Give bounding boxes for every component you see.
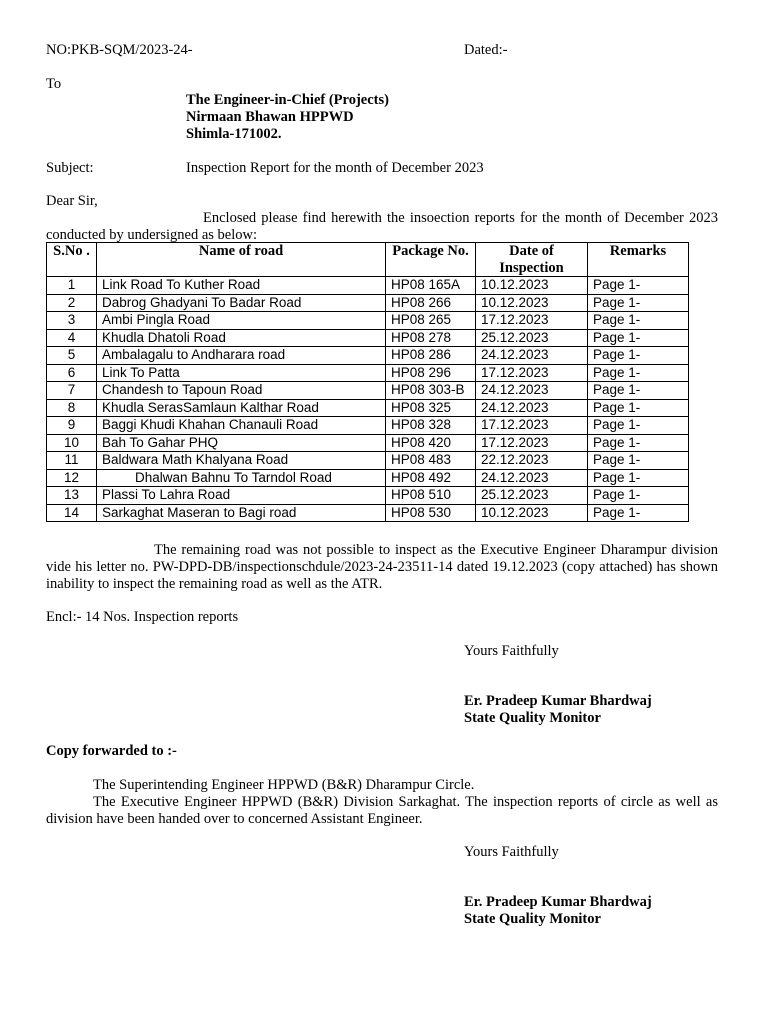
header-sno: S.No . [47, 243, 97, 277]
copy-recipient-1: The Superintending Engineer HPPWD (B&R) Dharampur Circle. [93, 777, 475, 793]
cell-package: HP08 278 [386, 329, 476, 347]
header-date-of-inspection: Date of Inspection [476, 243, 588, 277]
cell-sno: 11 [47, 452, 97, 470]
cell-sno: 7 [47, 382, 97, 400]
table-row [47, 277, 689, 295]
cell-remarks: Page 1- [588, 329, 689, 347]
table-row [47, 434, 689, 452]
cell-road-name: Dabrog Ghadyani To Badar Road [97, 294, 386, 312]
closing-salutation: Yours Faithfully [464, 643, 559, 659]
cell-sno: 1 [47, 277, 97, 295]
table-row [47, 399, 689, 417]
cell-package: HP08 530 [386, 504, 476, 522]
cell-remarks: Page 1- [588, 469, 689, 487]
reference-number: NO:PKB-SQM/2023-24- [46, 42, 193, 58]
salutation: Dear Sir, [46, 193, 98, 209]
cell-remarks: Page 1- [588, 417, 689, 435]
cell-package: HP08 483 [386, 452, 476, 470]
cell-date: 22.12.2023 [476, 452, 588, 470]
table-row [47, 487, 689, 505]
enclosure-note: Encl:- 14 Nos. Inspection reports [46, 609, 239, 625]
inspection-table [46, 242, 689, 522]
cell-remarks: Page 1- [588, 312, 689, 330]
cell-date: 17.12.2023 [476, 417, 588, 435]
cell-sno: 2 [47, 294, 97, 312]
cell-remarks: Page 1- [588, 364, 689, 382]
addressee-line-2: Nirmaan Bhawan HPPWD [186, 109, 354, 125]
cell-package: HP08 492 [386, 469, 476, 487]
cell-sno: 8 [47, 399, 97, 417]
cell-sno: 5 [47, 347, 97, 365]
addressee-line-3: Shimla-171002. [186, 126, 282, 142]
table-row [47, 364, 689, 382]
cell-road-name: Link To Patta [97, 364, 386, 382]
cell-road-name: Link Road To Kuther Road [97, 277, 386, 295]
cell-road-name: Ambalagalu to Andharara road [97, 347, 386, 365]
cell-road-name: Baggi Khudi Khahan Chanauli Road [97, 417, 386, 435]
table-row [47, 294, 689, 312]
cell-date: 10.12.2023 [476, 504, 588, 522]
cell-package: HP08 510 [386, 487, 476, 505]
subject-label: Subject: [46, 160, 94, 176]
cell-sno: 6 [47, 364, 97, 382]
cell-package: HP08 266 [386, 294, 476, 312]
cell-sno: 3 [47, 312, 97, 330]
cell-date: 25.12.2023 [476, 487, 588, 505]
cell-package: HP08 165A [386, 277, 476, 295]
cell-remarks: Page 1- [588, 399, 689, 417]
cell-road-name: Dhalwan Bahnu To Tarndol Road [97, 469, 386, 487]
to-label: To [46, 76, 62, 92]
cell-remarks: Page 1- [588, 347, 689, 365]
cell-road-name: Sarkaghat Maseran to Bagi road [97, 504, 386, 522]
cell-remarks: Page 1- [588, 452, 689, 470]
cell-road-name: Khudla Dhatoli Road [97, 329, 386, 347]
cell-road-name: Bah To Gahar PHQ [97, 434, 386, 452]
cell-date: 24.12.2023 [476, 382, 588, 400]
signatory-name: Er. Pradeep Kumar Bhardwaj [464, 693, 652, 709]
cell-package: HP08 303-B [386, 382, 476, 400]
table-row [47, 312, 689, 330]
signatory-title: State Quality Monitor [464, 710, 601, 726]
cell-road-name: Khudla SerasSamlaun Kalthar Road [97, 399, 386, 417]
cell-date: 25.12.2023 [476, 329, 588, 347]
copy-forwarded-heading: Copy forwarded to :- [46, 743, 177, 759]
cell-road-name: Ambi Pingla Road [97, 312, 386, 330]
table-row [47, 469, 689, 487]
signatory-title-2: State Quality Monitor [464, 911, 601, 927]
table-row [47, 417, 689, 435]
cell-date: 24.12.2023 [476, 347, 588, 365]
cell-sno: 10 [47, 434, 97, 452]
cell-remarks: Page 1- [588, 434, 689, 452]
cell-remarks: Page 1- [588, 382, 689, 400]
cell-date: 17.12.2023 [476, 312, 588, 330]
subject-text: Inspection Report for the month of December 2023 [186, 160, 484, 176]
cell-remarks: Page 1- [588, 277, 689, 295]
cell-sno: 12 [47, 469, 97, 487]
cell-date: 17.12.2023 [476, 434, 588, 452]
cell-package: HP08 325 [386, 399, 476, 417]
cell-package: HP08 420 [386, 434, 476, 452]
closing-salutation-2: Yours Faithfully [464, 844, 559, 860]
cell-date: 24.12.2023 [476, 399, 588, 417]
table-row [47, 504, 689, 522]
dated-label: Dated:- [464, 42, 508, 58]
cell-package: HP08 328 [386, 417, 476, 435]
cell-package: HP08 286 [386, 347, 476, 365]
cell-road-name: Plassi To Lahra Road [97, 487, 386, 505]
cell-remarks: Page 1- [588, 487, 689, 505]
header-name-of-road: Name of road [97, 243, 386, 277]
signatory-name-2: Er. Pradeep Kumar Bhardwaj [464, 894, 652, 910]
header-package-no: Package No. [386, 243, 476, 277]
intro-paragraph: Enclosed please find herewith the insoection reports for the month of December 2023 conducted by undersigned as below: [46, 210, 718, 243]
cell-date: 10.12.2023 [476, 294, 588, 312]
cell-package: HP08 265 [386, 312, 476, 330]
cell-sno: 14 [47, 504, 97, 522]
cell-sno: 9 [47, 417, 97, 435]
cell-date: 10.12.2023 [476, 277, 588, 295]
table-row [47, 382, 689, 400]
cell-package: HP08 296 [386, 364, 476, 382]
cell-date: 24.12.2023 [476, 469, 588, 487]
cell-remarks: Page 1- [588, 294, 689, 312]
header-remarks: Remarks [588, 243, 689, 277]
table-row [47, 347, 689, 365]
cell-remarks: Page 1- [588, 504, 689, 522]
copy-recipient-2: The Executive Engineer HPPWD (B&R) Division Sarkaghat. The inspection reports of circle as well as division have been handed over to concerned Assistant Engineer. [46, 794, 718, 827]
cell-date: 17.12.2023 [476, 364, 588, 382]
table-row [47, 452, 689, 470]
addressee-line-1: The Engineer-in-Chief (Projects) [186, 92, 389, 108]
table-row [47, 329, 689, 347]
cell-sno: 13 [47, 487, 97, 505]
remaining-road-paragraph: The remaining road was not possible to inspect as the Executive Engineer Dharampur division vide his letter no. PW-DPD-DB/inspectionschdule/2023-24-23511-14 dated 19.12.2023 (copy attached) has shown inability to inspect the remaining road as well as the ATR. [46, 542, 718, 592]
cell-road-name: Baldwara Math Khalyana Road [97, 452, 386, 470]
table-header-row [47, 243, 689, 277]
cell-sno: 4 [47, 329, 97, 347]
cell-road-name: Chandesh to Tapoun Road [97, 382, 386, 400]
